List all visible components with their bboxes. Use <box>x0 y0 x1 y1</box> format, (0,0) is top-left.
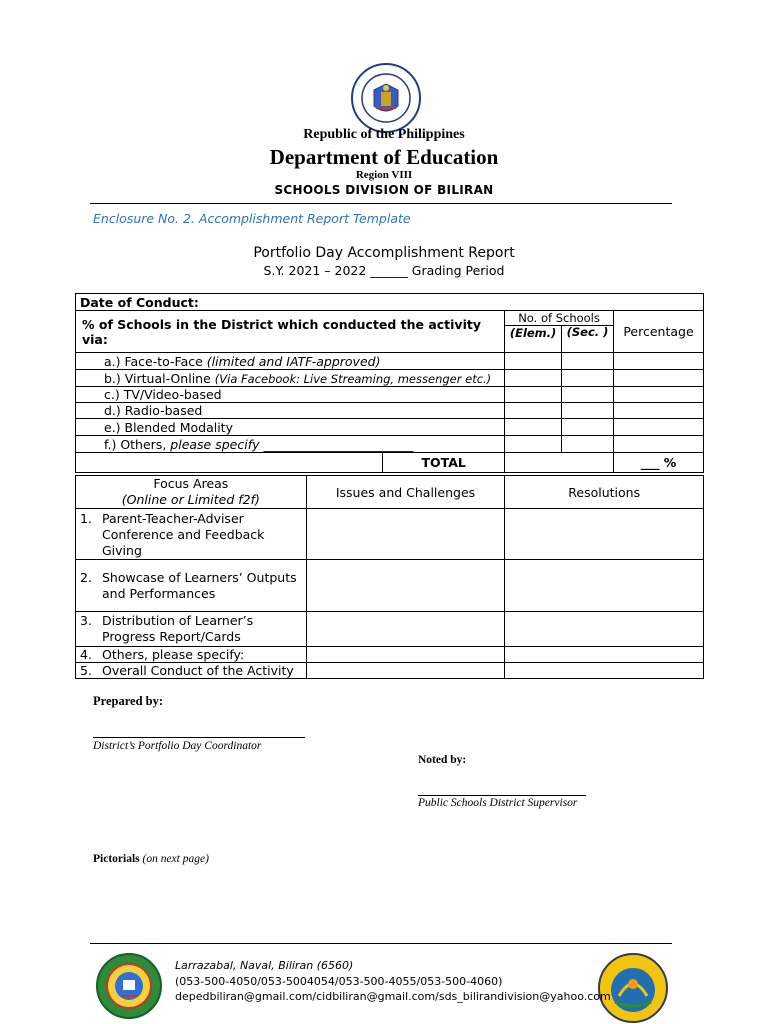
division-heading: SCHOOLS DIVISION OF BILIRAN <box>274 183 494 197</box>
percentage-cell[interactable] <box>614 387 704 403</box>
focus-areas-header <box>76 476 307 509</box>
sec-cell[interactable] <box>562 387 614 403</box>
no-of-schools-header: No. of Schools <box>505 311 614 326</box>
issues-cell[interactable] <box>306 663 505 679</box>
issues-cell[interactable] <box>306 560 505 612</box>
schools-percentage-label: % of Schools in the District which conducted the activity via: <box>76 311 505 353</box>
report-school-year: S.Y. 2021 – 2022 ______ Grading Period <box>263 263 505 278</box>
total-percentage: ___ % <box>614 453 704 473</box>
focus-area-row: 2. Showcase of Learners’ Outputs and Performances <box>76 560 307 612</box>
footer-address: Larrazabal, Naval, Biliran (6560) <box>175 959 354 972</box>
resolutions-cell[interactable] <box>505 647 704 663</box>
focus-areas-subtitle: (Online or Limited f2f) <box>121 492 260 507</box>
prepared-by-label: Prepared by: <box>93 694 164 708</box>
mode-row-label: c.) TV/Video-based <box>76 387 505 403</box>
issues-header: Issues and Challenges <box>306 476 505 509</box>
percentage-cell[interactable] <box>614 370 704 387</box>
issues-cell[interactable] <box>306 647 505 663</box>
kasikay-seal-icon <box>597 952 669 1024</box>
delivery-mode-table <box>75 293 704 473</box>
percentage-header: Percentage <box>614 311 704 353</box>
sec-cell[interactable] <box>562 419 614 436</box>
resolutions-cell[interactable] <box>505 663 704 679</box>
percentage-cell[interactable] <box>614 419 704 436</box>
elem-cell[interactable] <box>505 370 562 387</box>
resolutions-header: Resolutions <box>505 476 704 509</box>
sec-cell[interactable] <box>562 436 614 453</box>
sec-cell[interactable] <box>562 353 614 370</box>
pictorials-note: Pictorials (on next page) <box>93 853 209 865</box>
header-divider <box>90 203 672 204</box>
percentage-cell[interactable] <box>614 353 704 370</box>
percentage-cell[interactable] <box>614 436 704 453</box>
issues-cell[interactable] <box>306 509 505 560</box>
division-of-biliran-seal-icon <box>95 952 163 1020</box>
focus-area-row: 3. Distribution of Learner’s Progress Report/Cards <box>76 612 307 647</box>
resolutions-cell[interactable] <box>505 509 704 560</box>
sec-cell[interactable] <box>562 370 614 387</box>
footer-divider <box>90 943 672 944</box>
sec-header: (Sec. ) <box>562 326 614 353</box>
republic-heading: Republic of the Philippines <box>303 127 465 142</box>
focus-area-row: 5. Overall Conduct of the Activity <box>76 663 307 679</box>
focus-area-row: 4. Others, please specify: <box>76 647 307 663</box>
percentage-cell[interactable] <box>614 403 704 419</box>
elem-cell[interactable] <box>505 353 562 370</box>
mode-row-label: a.) Face-to-Face (limited and IATF-approved) <box>76 353 505 370</box>
total-label: TOTAL <box>383 453 505 473</box>
elem-cell[interactable] <box>505 403 562 419</box>
mode-row-label: f.) Others, please specify ________________________ <box>76 436 505 453</box>
region-heading: Region VIII <box>355 169 413 181</box>
resolutions-cell[interactable] <box>505 612 704 647</box>
issues-cell[interactable] <box>306 612 505 647</box>
date-of-conduct-label: Date of Conduct: <box>76 294 704 311</box>
total-spacer <box>76 453 383 473</box>
footer-phone-numbers: (053-500-4050/053-5004054/053-500-4055/053-500-4060) <box>175 975 503 988</box>
enclosure-label: Enclosure No. 2. Accomplishment Report Template <box>93 211 411 226</box>
department-heading: Department of Education <box>269 145 499 169</box>
resolutions-cell[interactable] <box>505 560 704 612</box>
elem-header: (Elem.) <box>505 326 562 353</box>
elem-cell[interactable] <box>505 387 562 403</box>
mode-row-label: d.) Radio-based <box>76 403 505 419</box>
mode-row-label: b.) Virtual-Online (Via Facebook: Live Streaming, messenger etc.) <box>76 370 505 387</box>
elem-cell[interactable] <box>505 436 562 453</box>
noted-by-role: Public Schools District Supervisor <box>418 797 578 809</box>
report-title: Portfolio Day Accomplishment Report <box>253 245 515 261</box>
noted-signature-line[interactable] <box>418 795 586 796</box>
focus-areas-title: Focus Areas <box>153 476 229 491</box>
focus-areas-table <box>75 475 704 679</box>
noted-by-label: Noted by: <box>418 754 467 766</box>
mode-row-label: e.) Blended Modality <box>76 419 505 436</box>
deped-seal-icon <box>350 62 422 134</box>
prepared-by-role: District’s Portfolio Day Coordinator <box>93 740 262 752</box>
sec-cell[interactable] <box>562 403 614 419</box>
focus-area-row: 1. Parent-Teacher-Adviser Conference and Feedback Giving <box>76 509 307 560</box>
footer-emails: depedbiliran@gmail.com/cidbiliran@gmail.com/sds_bilirandivision@yahoo.com <box>175 990 611 1003</box>
prepared-signature-line[interactable] <box>93 737 305 738</box>
elem-cell[interactable] <box>505 419 562 436</box>
total-schools-cell[interactable] <box>505 453 614 473</box>
